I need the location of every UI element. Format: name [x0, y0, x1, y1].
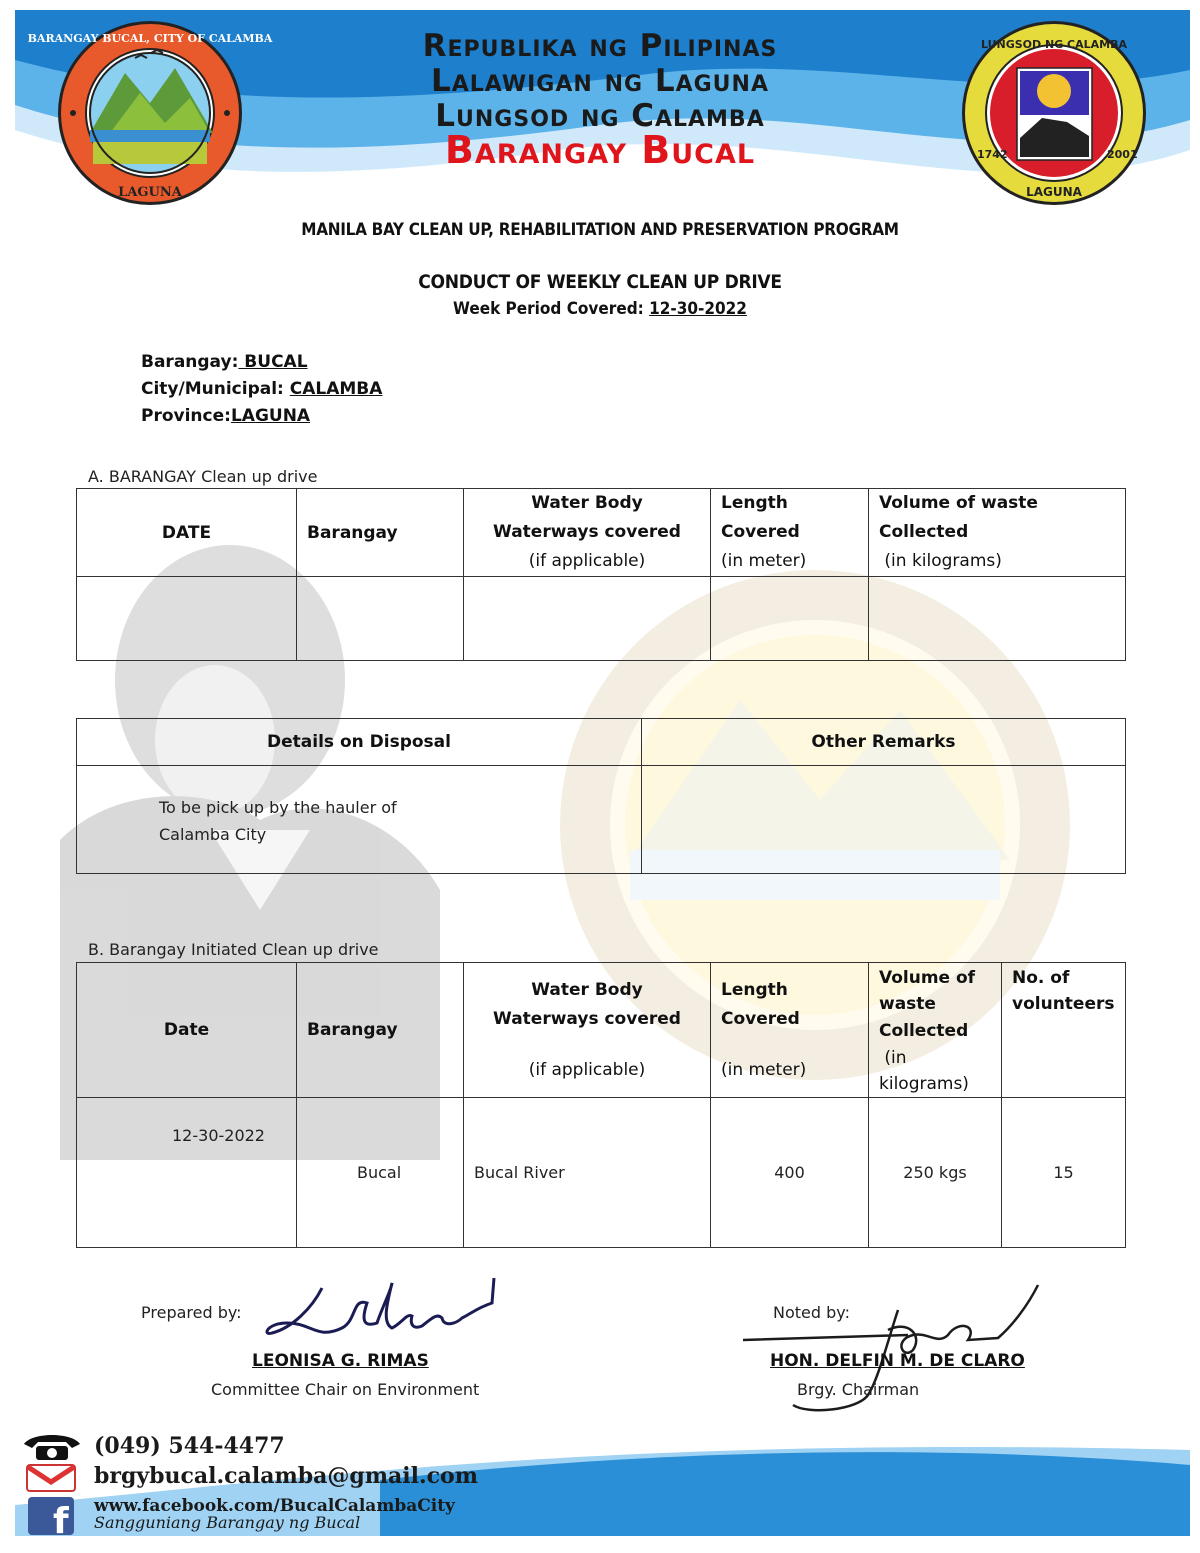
- length-header-line3: (in meter): [721, 1059, 807, 1080]
- row-volunteers: 15: [1002, 1098, 1126, 1248]
- volume-header-line3: Collected: [879, 1021, 969, 1041]
- svg-text:LAGUNA: LAGUNA: [118, 185, 182, 200]
- header-city-line: Lungsod ng Calamba: [435, 98, 765, 134]
- city-label: City/Municipal:: [141, 379, 290, 399]
- table-cell: [869, 577, 1126, 661]
- prepared-name: LEONISA G. RIMAS: [252, 1351, 429, 1371]
- facebook-icon: [28, 1497, 74, 1542]
- table-header-row: [77, 489, 1126, 577]
- noted-signature: [738, 1280, 1048, 1420]
- col-water-header: [464, 489, 711, 577]
- volume-header-line2: Collected: [879, 522, 969, 542]
- table-header-row: [77, 963, 1126, 1098]
- length-header-line3: (in meter): [721, 551, 807, 571]
- program-title: MANILA BAY CLEAN UP, REHABILITATION AND PRESERVATION PROGRAM: [301, 220, 899, 240]
- noted-role: Brgy. Chairman: [797, 1380, 920, 1399]
- col-barangay-header: Barangay: [297, 489, 464, 577]
- email-icon: [26, 1464, 76, 1492]
- disposal-remarks-table: [76, 718, 1126, 874]
- disposal-text: [77, 766, 437, 848]
- col-volume-header: [869, 489, 1126, 577]
- water-header-line3: (if applicable): [528, 551, 646, 571]
- header-republic-line: Republika ng Pilipinas: [422, 28, 778, 64]
- footer-phone: (049) 544-4477: [94, 1433, 285, 1459]
- noted-by-label: Noted by:: [773, 1303, 850, 1322]
- footer-email: brgybucal.calamba@gmail.com: [94, 1463, 479, 1489]
- disposal-text-line2: Calamba City: [159, 825, 267, 844]
- province-label: Province:: [141, 406, 231, 426]
- volunteers-header-line1: No. of: [1012, 968, 1070, 988]
- city-value: CALAMBA: [289, 379, 383, 399]
- disposal-cell: [77, 766, 642, 874]
- length-header-line1: Length: [721, 493, 788, 513]
- svg-text:f: f: [53, 1501, 69, 1542]
- row-volume: 250 kgs: [869, 1098, 1002, 1248]
- table-cell: [77, 577, 297, 661]
- col-length-header: [711, 489, 869, 577]
- barangay-label: Barangay:: [141, 352, 239, 372]
- section-b-label: B. Barangay Initiated Clean up drive: [88, 940, 379, 959]
- volume-header-line3: (in kilograms): [879, 551, 1002, 571]
- barangay-cleanup-table: [76, 488, 1126, 661]
- remarks-header: Other Remarks: [642, 719, 1126, 766]
- section-a-label: A. BARANGAY Clean up drive: [88, 467, 318, 486]
- table-row: [77, 577, 1126, 661]
- water-header-line2: Waterways covered: [493, 1008, 681, 1029]
- header-barangay-line: Barangay Bucal: [444, 128, 756, 172]
- info-barangay: [141, 352, 308, 372]
- volume-header-line2: waste: [879, 994, 936, 1014]
- disposal-text-line1: To be pick up by the hauler of: [159, 798, 397, 817]
- row-water: Bucal River: [464, 1098, 711, 1248]
- svg-text:1742: 1742: [977, 148, 1008, 161]
- prepared-signature: [262, 1268, 502, 1348]
- info-province: [141, 406, 310, 426]
- svg-text:BARANGAY BUCAL, CITY OF CALAMB: BARANGAY BUCAL, CITY OF CALAMBA: [27, 32, 273, 45]
- water-header-line1: Water Body: [531, 979, 643, 1000]
- prepared-role: Committee Chair on Environment: [211, 1380, 480, 1399]
- telephone-icon: [22, 1432, 82, 1462]
- volunteers-header-line2: volunteers: [1012, 994, 1115, 1014]
- col-length-header: [711, 963, 869, 1098]
- info-city: [141, 379, 382, 399]
- initiated-cleanup-table: [76, 962, 1126, 1248]
- remarks-cell: [642, 766, 1126, 874]
- volume-header-line1: Volume of: [879, 968, 976, 988]
- disposal-header: Details on Disposal: [77, 719, 642, 766]
- table-row: [77, 1098, 1126, 1248]
- col-date-header: DATE: [77, 489, 297, 577]
- water-header-line3: (if applicable): [528, 1059, 646, 1080]
- table-row: [77, 766, 1126, 874]
- volume-header-line5: kilograms): [879, 1074, 969, 1094]
- col-water-header: [464, 963, 711, 1098]
- noted-name: HON. DELFIN M. DE CLARO: [770, 1351, 1025, 1371]
- barangay-bucal-seal-logo: [27, 18, 273, 208]
- length-header-line2: Covered: [721, 522, 800, 542]
- table-header-row: [77, 719, 1126, 766]
- length-header-line1: Length: [721, 979, 788, 1000]
- row-length: 400: [711, 1098, 869, 1248]
- table-cell: [297, 577, 464, 661]
- col-volunteers-header: [1002, 963, 1126, 1098]
- week-period-label: Week Period Covered:: [453, 299, 650, 319]
- svg-text:LUNGSOD NG CALAMBA: LUNGSOD NG CALAMBA: [980, 38, 1128, 51]
- table-cell: [711, 577, 869, 661]
- volume-header-line1: Volume of waste: [879, 493, 1038, 513]
- water-header-line1: Water Body: [531, 493, 643, 513]
- calamba-city-seal-logo: [957, 18, 1152, 208]
- row-date: 12-30-2022: [77, 1098, 297, 1248]
- barangay-value: BUCAL: [238, 352, 308, 372]
- length-header-line2: Covered: [721, 1008, 800, 1029]
- row-barangay: Bucal: [297, 1098, 464, 1248]
- col-volume-header: [869, 963, 1002, 1098]
- footer-facebook: www.facebook.com/BucalCalambaCity: [94, 1496, 455, 1516]
- prepared-by-label: Prepared by:: [141, 1303, 242, 1322]
- conduct-title: CONDUCT OF WEEKLY CLEAN UP DRIVE: [418, 271, 782, 293]
- volume-header-line4: (in: [879, 1048, 907, 1068]
- table-cell: [464, 577, 711, 661]
- province-value: LAGUNA: [230, 406, 311, 426]
- week-period: [0, 299, 1200, 319]
- week-period-value: 12-30-2022: [649, 299, 747, 319]
- footer-sanggunian: Sangguniang Barangay ng Bucal: [94, 1513, 361, 1532]
- water-header-line2: Waterways covered: [493, 522, 681, 542]
- svg-text:LAGUNA: LAGUNA: [1026, 185, 1082, 199]
- header-province-line: Lalawigan ng Laguna: [431, 63, 769, 99]
- col-barangay-header: Barangay: [297, 963, 464, 1098]
- svg-text:2001: 2001: [1107, 148, 1138, 161]
- col-date-header: Date: [77, 963, 297, 1098]
